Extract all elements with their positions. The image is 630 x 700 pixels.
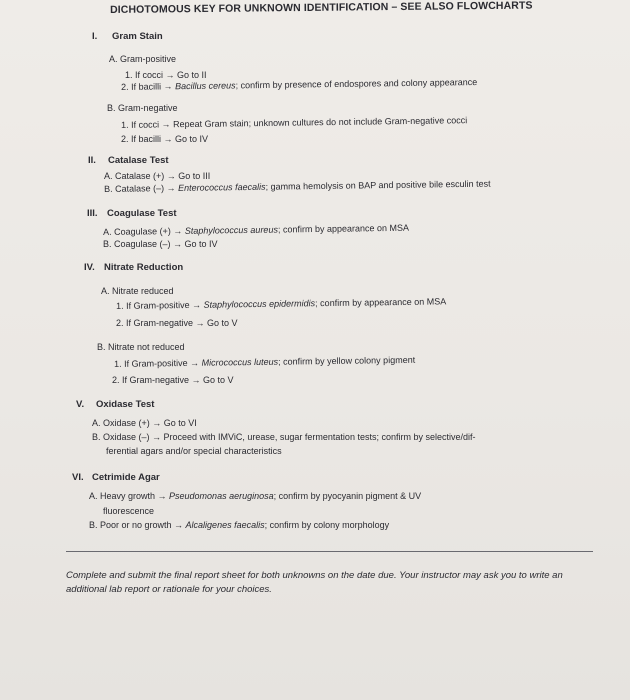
section-heading-coagulase: III. Coagulase Test (87, 208, 177, 219)
oxidase-negative-step-continued: ferential agars and/or special characteristics (106, 446, 282, 456)
section-heading-nitrate: IV. Nitrate Reduction (84, 262, 184, 273)
coagulase-negative-step: B. Coagulase (–) → Go to IV (103, 239, 218, 249)
nitrate-reduced-gram-positive-step: 1. If Gram-positive → Staphylococcus epidermidis; confirm by appearance on MSA (116, 296, 447, 311)
catalase-negative-step: B. Catalase (–) → Enterococcus faecalis; gamma hemolysis on BAP and positive bile esculin test (104, 178, 491, 194)
section-heading-gram-stain: I. Gram Stain (92, 31, 163, 42)
cetrimide-poor-growth-step: B. Poor or no growth → Alcaligenes faecalis; confirm by colony morphology (89, 520, 390, 530)
document-title: DICHOTOMOUS KEY FOR UNKNOWN IDENTIFICATION – SEE ALSO FLOWCHARTS (110, 0, 533, 16)
cetrimide-heavy-growth-step: A. Heavy growth → Pseudomonas aeruginosa; confirm by pyocyanin pigment & UV (89, 491, 422, 501)
catalase-positive-step: A. Catalase (+) → Go to III (104, 171, 211, 181)
coagulase-positive-step: A. Coagulase (+) → Staphylococcus aureus; confirm by appearance on MSA (103, 222, 410, 237)
oxidase-negative-step: B. Oxidase (–) → Proceed with IMViC, urease, sugar fermentation tests; confirm by selective/dif- (92, 432, 476, 442)
nitrate-not-reduced-label: B. Nitrate not reduced (97, 342, 185, 352)
nitrate-not-reduced-gram-negative-step: 2. If Gram-negative → Go to V (112, 375, 234, 385)
gram-positive-bacilli-step: 2. If bacilli → Bacillus cereus; confirm by presence of endospores and colony appearance (121, 77, 478, 92)
footer-instructions: Complete and submit the final report sheet for both unknowns on the date due. Your instructor may ask you to write an additional lab report or rationale for your choices. (66, 570, 563, 595)
oxidase-positive-step: A. Oxidase (+) → Go to VI (92, 418, 197, 428)
gram-negative-label: B. Gram-negative (107, 103, 178, 113)
section-heading-catalase: II. Catalase Test (88, 155, 169, 166)
section-heading-cetrimide: VI. Cetrimide Agar (72, 472, 160, 483)
section-heading-oxidase: V. Oxidase Test (76, 399, 155, 410)
nitrate-not-reduced-gram-positive-step: 1. If Gram-positive → Micrococcus luteus; confirm by yellow colony pigment (114, 354, 416, 369)
nitrate-reduced-gram-negative-step: 2. If Gram-negative → Go to V (116, 318, 238, 328)
gram-negative-bacilli-step: 2. If bacilli → Go to IV (121, 134, 209, 144)
gram-negative-cocci-step: 1. If cocci → Repeat Gram stain; unknown cultures do not include Gram-negative cocci (121, 115, 468, 130)
section-divider (66, 551, 593, 552)
gram-positive-label: A. Gram-positive (109, 54, 177, 64)
cetrimide-heavy-growth-continued: fluorescence (103, 506, 155, 516)
nitrate-reduced-label: A. Nitrate reduced (101, 286, 174, 296)
gram-positive-cocci-step: 1. If cocci → Go to II (125, 70, 207, 80)
